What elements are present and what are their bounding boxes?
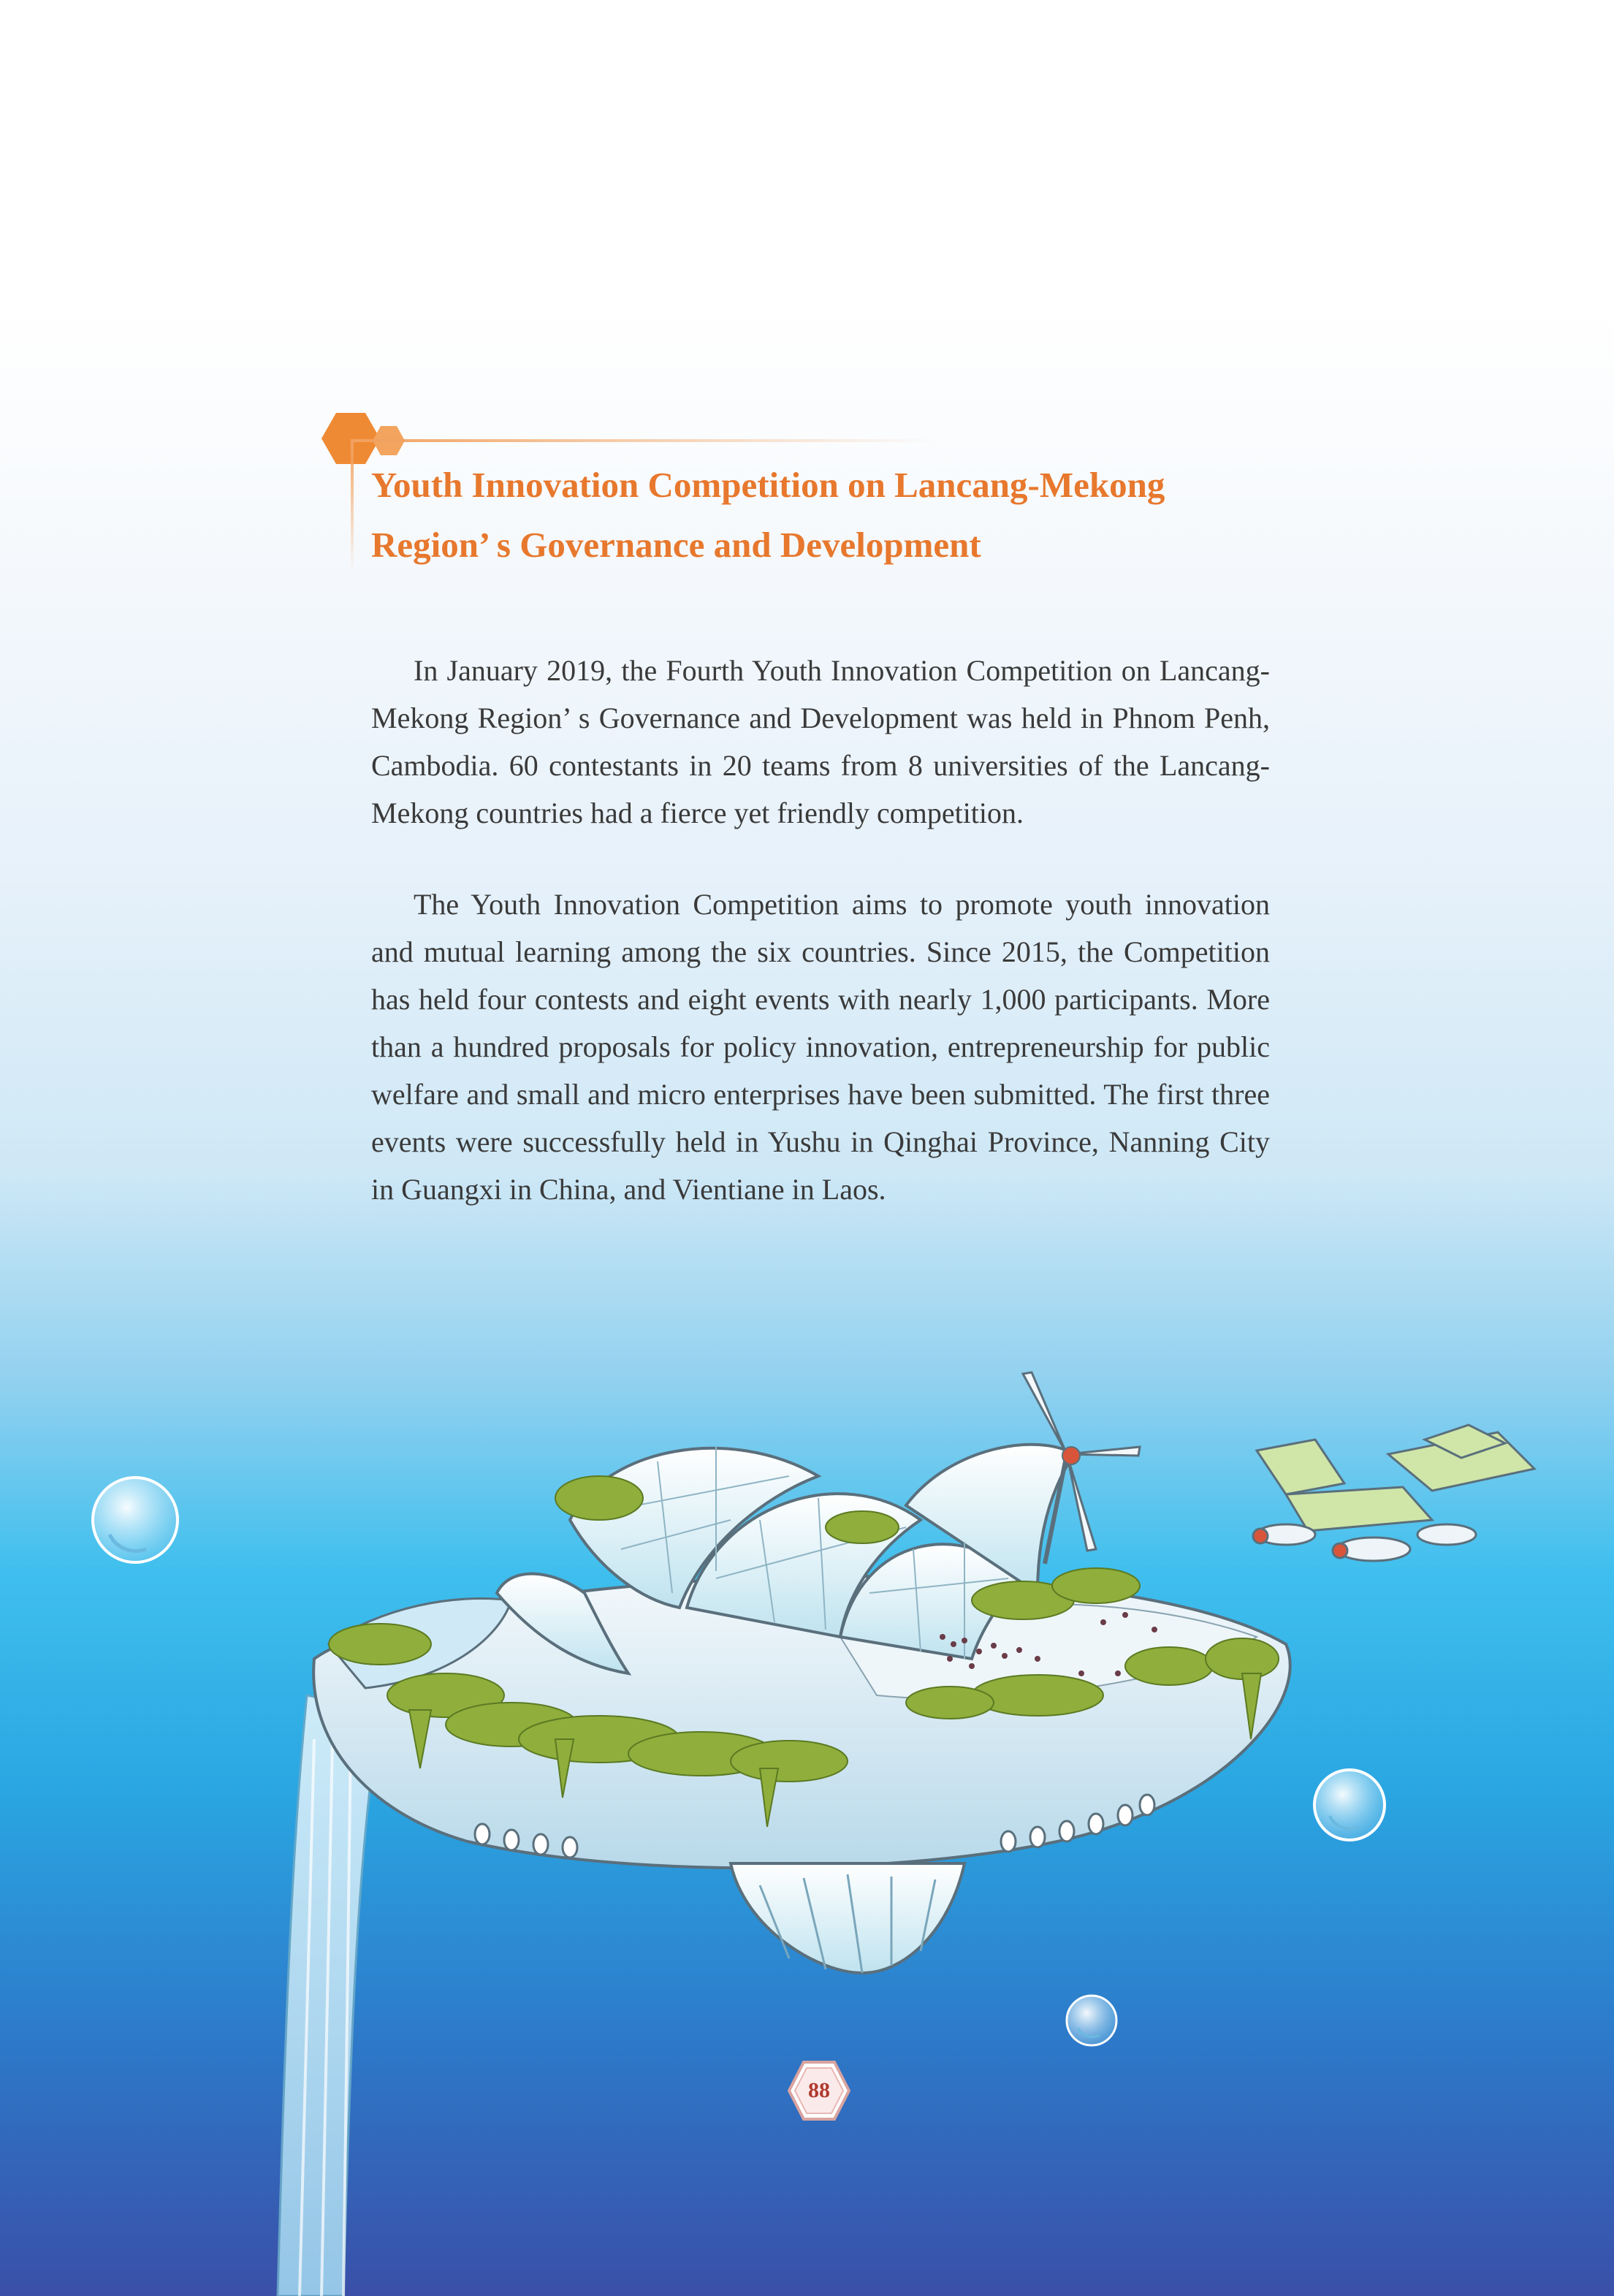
page-number: 88 bbox=[808, 2078, 830, 2102]
article-paragraph: In January 2019, the Fourth Youth Innovation Competition on Lancang-Mekong Region’ s Governance and Development was held in Phnom Penh, Cambodia. 60 contestants in 20 teams from 8 universities of the Lancang-Mekong countries had a fierce yet friendly competition. bbox=[371, 654, 1270, 829]
floating-island-illustration bbox=[0, 1330, 1614, 2296]
bubble-icon bbox=[93, 1478, 178, 1562]
aircraft-icon bbox=[1253, 1425, 1534, 1561]
article-body bbox=[371, 647, 1270, 1257]
heading-frame-left bbox=[351, 439, 354, 571]
bubble-icon bbox=[1067, 1996, 1116, 2045]
section-heading bbox=[321, 413, 1271, 581]
article-paragraph: The Youth Innovation Competition aims to promote youth innovation and mutual learning among the six countries. Since 2015, the Competition has held four contests and eight events with nearly 1,000 participants. More than a hundred proposals for policy innovation, entrepreneurship for public welfare and small and micro enterprises have been submitted. The first three events were successfully held in Yushu in Qinghai Province, Nanning City in Guangxi in China, and Vientiane in Laos. bbox=[371, 888, 1270, 1206]
bubble-icon bbox=[1314, 1770, 1385, 1840]
heading-frame-top bbox=[351, 439, 935, 442]
article-title: Youth Innovation Competition on Lancang-Mekong Region’ s Governance and Development bbox=[371, 465, 1165, 565]
